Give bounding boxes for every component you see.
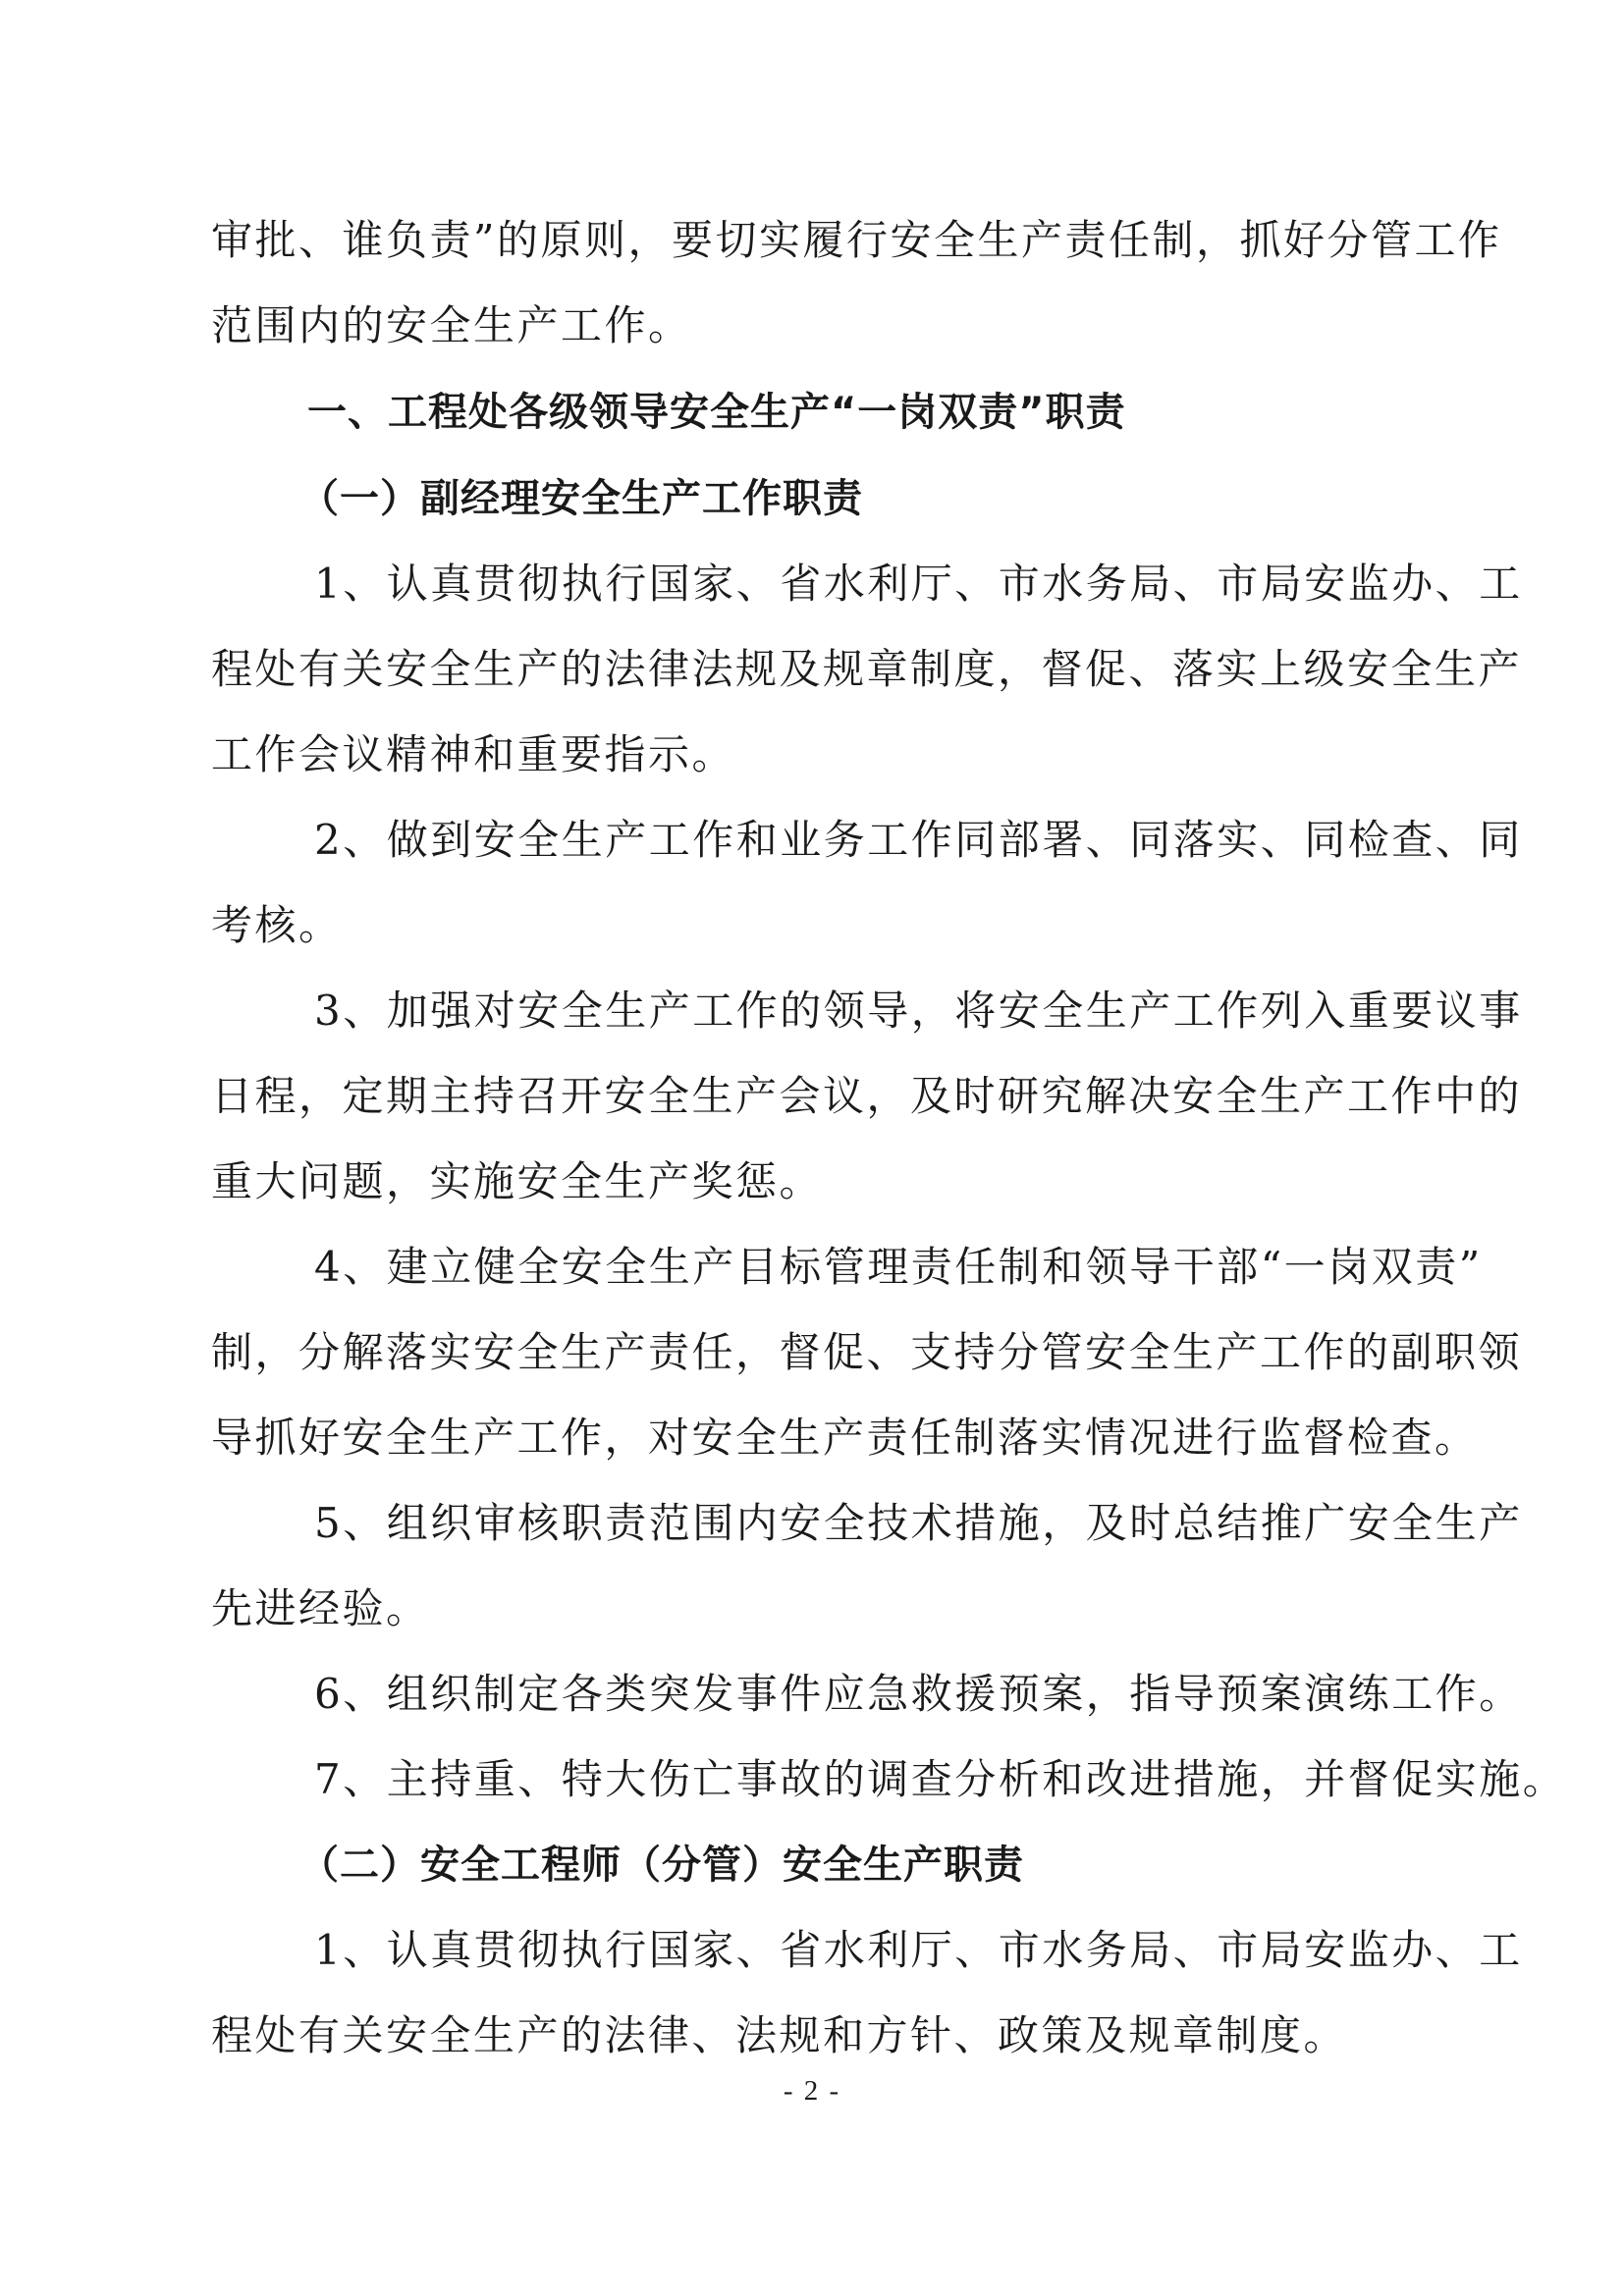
paragraph-line: 程处有关安全生产的法律、法规和方针、政策及规章制度。 <box>211 2011 1348 2059</box>
paragraph-line: 审批、谁负责”的原则，要切实履行安全生产责任制，抓好分管工作 <box>211 216 1502 264</box>
paragraph-line: 重大问题，实施安全生产奖惩。 <box>211 1157 824 1205</box>
list-item-line: 1、认真贯彻执行国家、省水利厅、市水务局、市局安监办、工 <box>314 560 1523 608</box>
list-item-line: 1、认真贯彻执行国家、省水利厅、市水务局、市局安监办、工 <box>314 1926 1523 1974</box>
list-item-line: 2、做到安全生产工作和业务工作同部署、同落实、同检查、同 <box>314 816 1523 864</box>
paragraph-line: 范围内的安全生产工作。 <box>211 301 692 349</box>
list-item-line: 3、加强对安全生产工作的领导，将安全生产工作列入重要议事 <box>314 987 1523 1035</box>
list-item-line: 6、组织制定各类突发事件应急救援预案，指导预案演练工作。 <box>314 1670 1523 1718</box>
paragraph-line: 先进经验。 <box>211 1584 430 1632</box>
list-item-line: 4、建立健全安全生产目标管理责任制和领导干部“一岗双责” <box>314 1243 1483 1291</box>
page-number: - 2 - <box>783 2075 841 2107</box>
list-item-line: 7、主持重、特大伤亡事故的调查分析和改进措施，并督促实施。 <box>314 1755 1567 1803</box>
paragraph-line: 考核。 <box>211 901 343 949</box>
subsection-heading: （一）副经理安全生产工作职责 <box>299 476 863 521</box>
paragraph-line: 日程，定期主持召开安全生产会议，及时研究解决安全生产工作中的 <box>211 1072 1523 1120</box>
paragraph-line: 程处有关安全生产的法律法规及规章制度，督促、落实上级安全生产 <box>211 645 1523 693</box>
paragraph-line: 导抓好安全生产工作，对安全生产责任制落实情况进行监督检查。 <box>211 1414 1479 1462</box>
subsection-heading: （二）安全工程师（分管）安全生产职责 <box>299 1842 1024 1888</box>
paragraph-line: 制，分解落实安全生产责任，督促、支持分管安全生产工作的副职领 <box>211 1328 1523 1376</box>
section-heading: 一、工程处各级领导安全生产“一岗双责”职责 <box>307 390 1126 435</box>
paragraph-line: 工作会议精神和重要指示。 <box>211 730 736 778</box>
list-item-line: 5、组织审核职责范围内安全技术措施，及时总结推广安全生产 <box>314 1499 1523 1547</box>
